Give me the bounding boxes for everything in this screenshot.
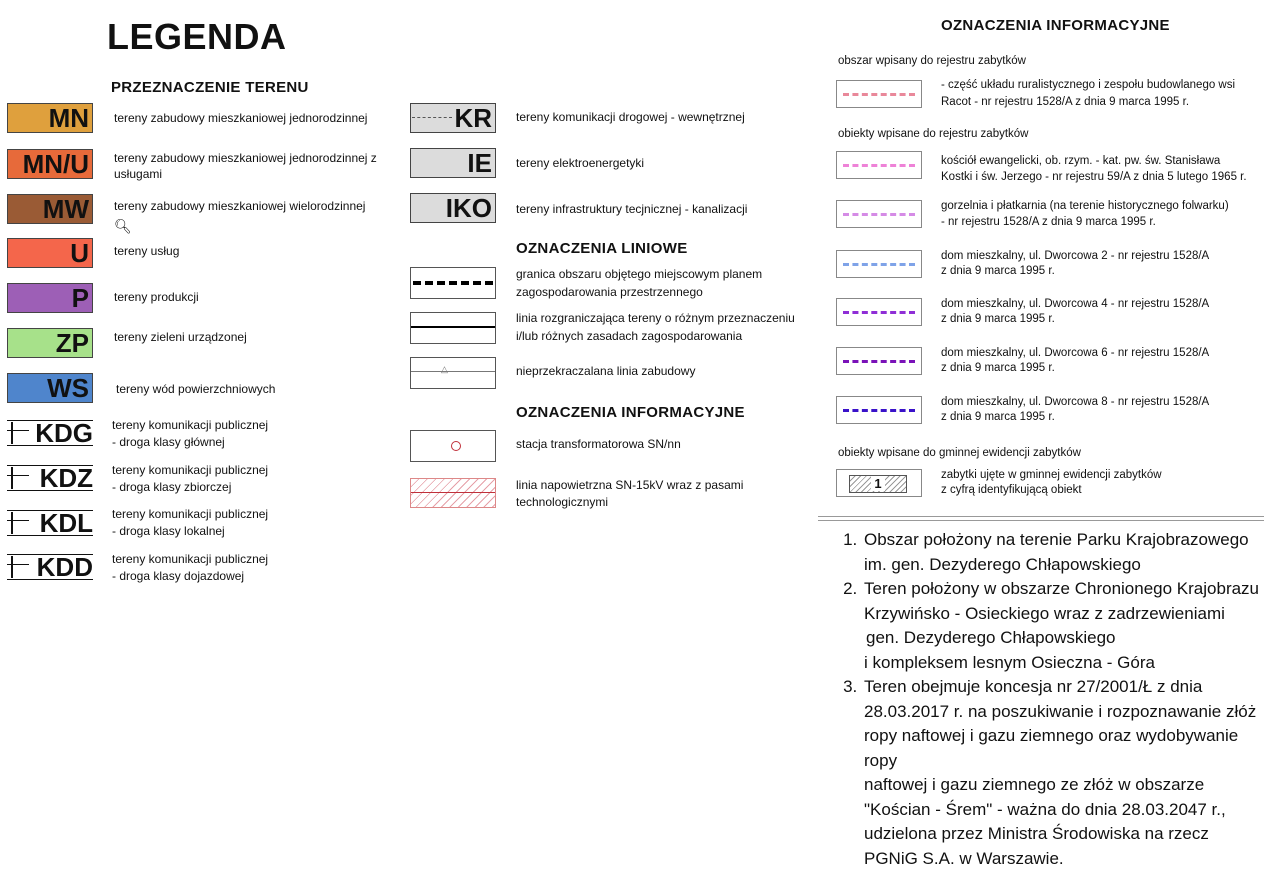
heritage-2-label-2: - nr rejestru 1528/A z dnia 9 marca 1995 r. xyxy=(941,216,1156,228)
heritage-group-3: obiekty wpisane do gminnej ewidencji zabytków xyxy=(838,447,1081,459)
heritage-area-label-2: Racot - nr rejestru 1528/A z dnia 9 marca 1995 r. xyxy=(941,96,1190,108)
label-iko: tereny infrastruktury tecjnicznej - kanalizacji xyxy=(516,202,748,216)
swatch-p: P xyxy=(7,283,93,313)
heritage-1-label-1: kościół ewangelicki, ob. rzym. - kat. pw. św. Stanisława xyxy=(941,155,1221,167)
kr-road-line xyxy=(412,117,452,118)
swatch-kdd: KDD xyxy=(7,554,93,580)
swatch-u: U xyxy=(7,238,93,268)
gez-number: 1 xyxy=(871,476,884,491)
heritage-5-label-2: z dnia 9 marca 1995 r. xyxy=(941,362,1055,374)
label-mw: tereny zabudowy mieszkaniowej wielorodzinnej xyxy=(114,199,366,213)
info-marks-heading: OZNACZENIA INFORMACYJNE xyxy=(516,404,745,421)
gez-label-2: z cyfrą identyfikującą obiekt xyxy=(941,484,1082,496)
divider-1 xyxy=(818,516,1264,517)
heritage-6-label-1: dom mieszkalny, ul. Dworcowa 8 - nr rejestru 1528/A xyxy=(941,396,1210,408)
heritage-heading: OZNACZENIA INFORMACYJNE xyxy=(941,17,1170,34)
heritage-2-label-1: gorzelnia i płatkarnia (na terenie historycznego folwarku) xyxy=(941,200,1229,212)
heritage-1-label-2: Kostki i św. Jerzego - nr rejestru 59/A z dnia 5 lutego 1965 r. xyxy=(941,171,1247,183)
label-kr: tereny komunikacji drogowej - wewnętrznej xyxy=(516,110,745,124)
heritage-area-label-1: - część układu ruralistycznego i zespołu budowlanego wsi xyxy=(941,79,1236,91)
label-u: tereny usług xyxy=(114,244,180,258)
heritage-group-1: obszar wpisany do rejestru zabytków xyxy=(838,55,1026,67)
transformer-symbol xyxy=(410,430,496,462)
label-kdz-1: tereny komunikacji publicznej xyxy=(112,463,269,477)
power-line-label-1: linia napowietrzna SN-15kV wraz z pasami xyxy=(516,478,744,492)
boundary-label-1: granica obszaru objętego miejscowym planem xyxy=(516,267,763,281)
land-use-heading: PRZEZNACZENIE TERENU xyxy=(111,79,309,96)
swatch-kdz: KDZ xyxy=(7,465,93,491)
legend-title: LEGENDA xyxy=(107,16,287,57)
label-kdg-2: - droga klasy głównej xyxy=(112,435,225,449)
heritage-4-label-1: dom mieszkalny, ul. Dworcowa 4 - nr rejestru 1528/A xyxy=(941,298,1210,310)
label-mnu: tereny zabudowy mieszkaniowej jednorodzinnej z usługami xyxy=(114,151,377,181)
swatch-ie: IE xyxy=(410,148,496,178)
division-label-2: i/lub różnych zasadach zagospodarowania xyxy=(516,329,743,343)
label-kdz-2: - droga klasy zbiorczej xyxy=(112,480,232,494)
heritage-swatch-area xyxy=(836,80,922,108)
note-3: 3. Teren obejmuje koncesja nr 27/2001/Ł z dnia 28.03.2017 r. na poszukiwanie i rozpoznawanie złóż ropy naftowej i gazu ziemnego oraz wydobywanie ropy naftowej i gazu ziemnego ze złóż w obszarze "Kościan - Śrem" - ważna do dnia 28.03.2047 r., udzielona przez Ministra Środowiska na rzecz PGNiG S.A. w Warszawie. xyxy=(862,675,1264,871)
boundary-label-2: zagospodarowania przestrzennego xyxy=(516,285,703,299)
label-kdd-1: tereny komunikacji publicznej xyxy=(112,552,269,566)
heritage-swatch-1 xyxy=(836,151,922,179)
line-marks-heading: OZNACZENIA LINIOWE xyxy=(516,240,688,257)
building-line-symbol: △ xyxy=(410,357,496,389)
heritage-swatch-2 xyxy=(836,200,922,228)
swatch-mnu: MN/U xyxy=(7,149,93,179)
heritage-6-label-2: z dnia 9 marca 1995 r. xyxy=(941,411,1055,423)
swatch-kdl: KDL xyxy=(7,510,93,536)
label-kdl-2: - droga klasy lokalnej xyxy=(112,524,225,538)
swatch-zp: ZP xyxy=(7,328,93,358)
label-p: tereny produkcji xyxy=(114,290,199,304)
label-mn: tereny zabudowy mieszkaniowej jednorodzinnej xyxy=(114,111,368,125)
heritage-3-label-2: z dnia 9 marca 1995 r. xyxy=(941,265,1055,277)
heritage-3-label-1: dom mieszkalny, ul. Dworcowa 2 - nr rejestru 1528/A xyxy=(941,250,1210,262)
label-ie: tereny elektroenergetyki xyxy=(516,156,645,170)
heritage-group-2: obiekty wpisane do rejestru zabytków xyxy=(838,128,1029,140)
note-2: 2. Teren położony w obszarze Chronionego Krajobrazu Krzywińsko - Osieckiego wraz z zadrzewieniami gen. Dezyderego Chłapowskiego i kompleksem lesnym Osieczna - Góra xyxy=(862,577,1264,675)
heritage-swatch-6 xyxy=(836,396,922,424)
swatch-kdg: KDG xyxy=(7,420,93,446)
heritage-4-label-2: z dnia 9 marca 1995 r. xyxy=(941,313,1055,325)
power-line-symbol xyxy=(410,478,496,508)
notes xyxy=(844,528,1264,871)
label-kdd-2: - droga klasy dojazdowej xyxy=(112,569,245,583)
building-line-label: nieprzekraczalana linia zabudowy xyxy=(516,364,696,378)
transformer-label: stacja transformatorowa SN/nn xyxy=(516,437,681,451)
swatch-iko: IKO xyxy=(410,193,496,223)
gez-swatch xyxy=(836,469,922,497)
heritage-swatch-4 xyxy=(836,298,922,326)
gez-label-1: zabytki ujęte w gminnej ewidencji zabytków xyxy=(941,469,1162,481)
heritage-swatch-3 xyxy=(836,250,922,278)
power-line-label-2: technologicznymi xyxy=(516,495,609,509)
label-zp: tereny zieleni urządzonej xyxy=(114,330,247,344)
division-label-1: linia rozgraniczająca tereny o różnym przeznaczeniu xyxy=(516,311,795,325)
swatch-kr: KR xyxy=(410,103,496,133)
heritage-swatch-5 xyxy=(836,347,922,375)
label-kdl-1: tereny komunikacji publicznej xyxy=(112,507,269,521)
note-1: 1. Obszar położony na terenie Parku Krajobrazowego im. gen. Dezyderego Chłapowskiego xyxy=(862,528,1264,577)
label-kdg-1: tereny komunikacji publicznej xyxy=(112,418,269,432)
boundary-line-symbol xyxy=(410,267,496,299)
swatch-ws: WS xyxy=(7,373,93,403)
division-line-symbol xyxy=(410,312,496,344)
swatch-mn: MN xyxy=(7,103,93,133)
label-ws: tereny wód powierzchniowych xyxy=(116,382,276,396)
zoom-icon[interactable]: 🔍︎ xyxy=(114,218,132,234)
divider-2 xyxy=(818,520,1264,521)
swatch-mw: MW xyxy=(7,194,93,224)
heritage-5-label-1: dom mieszkalny, ul. Dworcowa 6 - nr rejestru 1528/A xyxy=(941,347,1210,359)
